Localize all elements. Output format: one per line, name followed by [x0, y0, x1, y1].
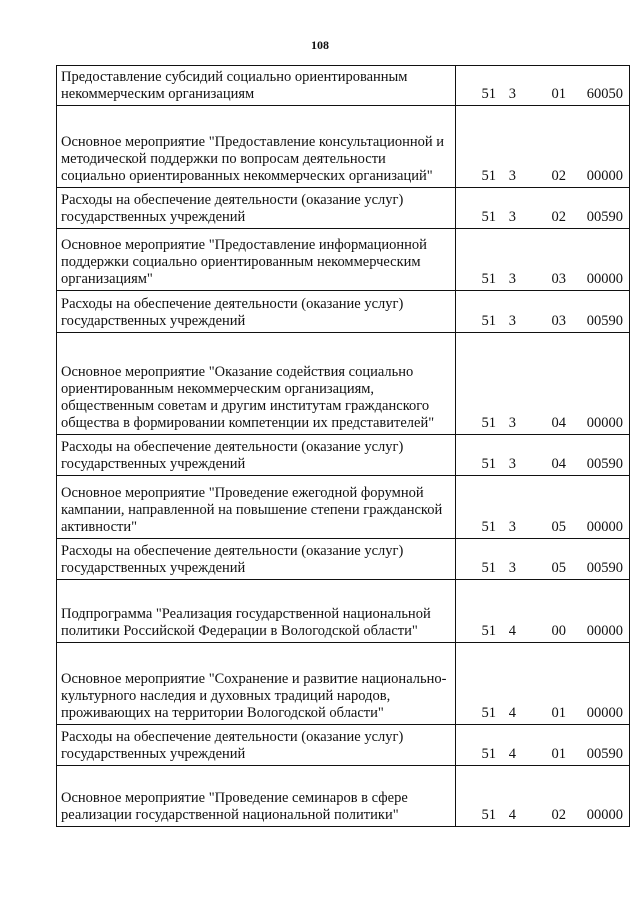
event-code: 03: [551, 271, 566, 287]
program-code: 51: [481, 456, 496, 472]
event-code: 01: [551, 746, 566, 762]
table-row: [57, 476, 630, 539]
subprogram-code: 4: [508, 807, 516, 823]
table-row: [57, 435, 630, 476]
table-row: [57, 66, 630, 106]
program-code: 51: [481, 271, 496, 287]
page-number: 108: [311, 38, 329, 52]
direction-code: 00000: [586, 415, 623, 431]
program-code: 51: [481, 168, 496, 184]
row-description: Расходы на обеспечение деятельности (оказание услуг) государственных учреждений: [57, 291, 456, 333]
row-codes: [456, 766, 630, 827]
table-row: [57, 291, 630, 333]
direction-code: 60050: [586, 86, 623, 102]
program-code: 51: [481, 746, 496, 762]
row-description: Расходы на обеспечение деятельности (оказание услуг) государственных учреждений: [57, 435, 456, 476]
subprogram-code: 3: [508, 271, 516, 287]
subprogram-code: 3: [508, 519, 516, 535]
program-code: 51: [481, 86, 496, 102]
event-code: 05: [551, 560, 566, 576]
direction-code: 00590: [586, 560, 623, 576]
direction-code: 00590: [586, 746, 623, 762]
event-code: 04: [551, 456, 566, 472]
row-codes: [456, 188, 630, 229]
row-description: Подпрограмма "Реализация государственной национальной политики Российской Федерации в Вологодской области": [57, 580, 456, 643]
row-codes: [456, 643, 630, 725]
table-row: [57, 725, 630, 766]
row-codes: [456, 580, 630, 643]
budget-classification-table: [56, 65, 630, 827]
table-row: [57, 643, 630, 725]
table-row: [57, 766, 630, 827]
subprogram-code: 3: [508, 456, 516, 472]
event-code: 02: [551, 807, 566, 823]
subprogram-code: 3: [508, 313, 516, 329]
direction-code: 00000: [586, 271, 623, 287]
row-codes: [456, 291, 630, 333]
program-code: 51: [481, 560, 496, 576]
row-description: Основное мероприятие "Предоставление информационной поддержки социально ориентированным некоммерческим организациям": [57, 229, 456, 291]
row-codes: [456, 229, 630, 291]
subprogram-code: 3: [508, 415, 516, 431]
row-codes: [456, 333, 630, 435]
direction-code: 00590: [586, 209, 623, 225]
row-description: Основное мероприятие "Оказание содействия социально ориентированным некоммерческим организациям, общественным советам и другим институтам гражданского общества в формировании компетенции их представителей": [57, 333, 456, 435]
table-row: [57, 106, 630, 188]
row-codes: [456, 539, 630, 580]
row-description: Основное мероприятие "Проведение семинаров в сфере реализации государственной национальной политики": [57, 766, 456, 827]
event-code: 00: [551, 623, 566, 639]
subprogram-code: 4: [508, 746, 516, 762]
subprogram-code: 3: [508, 168, 516, 184]
subprogram-code: 3: [508, 86, 516, 102]
subprogram-code: 3: [508, 209, 516, 225]
direction-code: 00000: [586, 705, 623, 721]
program-code: 51: [481, 623, 496, 639]
table-row: [57, 539, 630, 580]
row-codes: [456, 725, 630, 766]
subprogram-code: 4: [508, 705, 516, 721]
event-code: 03: [551, 313, 566, 329]
event-code: 04: [551, 415, 566, 431]
subprogram-code: 3: [508, 560, 516, 576]
direction-code: 00000: [586, 623, 623, 639]
row-description: Основное мероприятие "Предоставление консультационной и методической поддержки по вопросам деятельности социально ориентированных некоммерческих организаций": [57, 106, 456, 188]
program-code: 51: [481, 519, 496, 535]
row-description: Предоставление субсидий социально ориентированным некоммерческим организациям: [57, 66, 456, 106]
row-description: Расходы на обеспечение деятельности (оказание услуг) государственных учреждений: [57, 539, 456, 580]
row-description: Основное мероприятие "Сохранение и развитие национально-культурного наследия и духовных традиций народов, проживающих на территории Вологодской области": [57, 643, 456, 725]
row-codes: [456, 435, 630, 476]
event-code: 02: [551, 168, 566, 184]
event-code: 05: [551, 519, 566, 535]
subprogram-code: 4: [508, 623, 516, 639]
row-description: Расходы на обеспечение деятельности (оказание услуг) государственных учреждений: [57, 725, 456, 766]
event-code: 01: [551, 86, 566, 102]
table-row: [57, 188, 630, 229]
program-code: 51: [481, 415, 496, 431]
table-row: [57, 333, 630, 435]
program-code: 51: [481, 705, 496, 721]
row-codes: [456, 66, 630, 106]
direction-code: 00000: [586, 807, 623, 823]
program-code: 51: [481, 313, 496, 329]
row-codes: [456, 106, 630, 188]
event-code: 01: [551, 705, 566, 721]
table-row: [57, 229, 630, 291]
row-description: Основное мероприятие "Проведение ежегодной форумной кампании, направленной на повышение степени гражданской активности": [57, 476, 456, 539]
direction-code: 00000: [586, 519, 623, 535]
program-code: 51: [481, 807, 496, 823]
row-description: Расходы на обеспечение деятельности (оказание услуг) государственных учреждений: [57, 188, 456, 229]
table-row: [57, 580, 630, 643]
program-code: 51: [481, 209, 496, 225]
direction-code: 00000: [586, 168, 623, 184]
row-codes: [456, 476, 630, 539]
direction-code: 00590: [586, 456, 623, 472]
direction-code: 00590: [586, 313, 623, 329]
event-code: 02: [551, 209, 566, 225]
